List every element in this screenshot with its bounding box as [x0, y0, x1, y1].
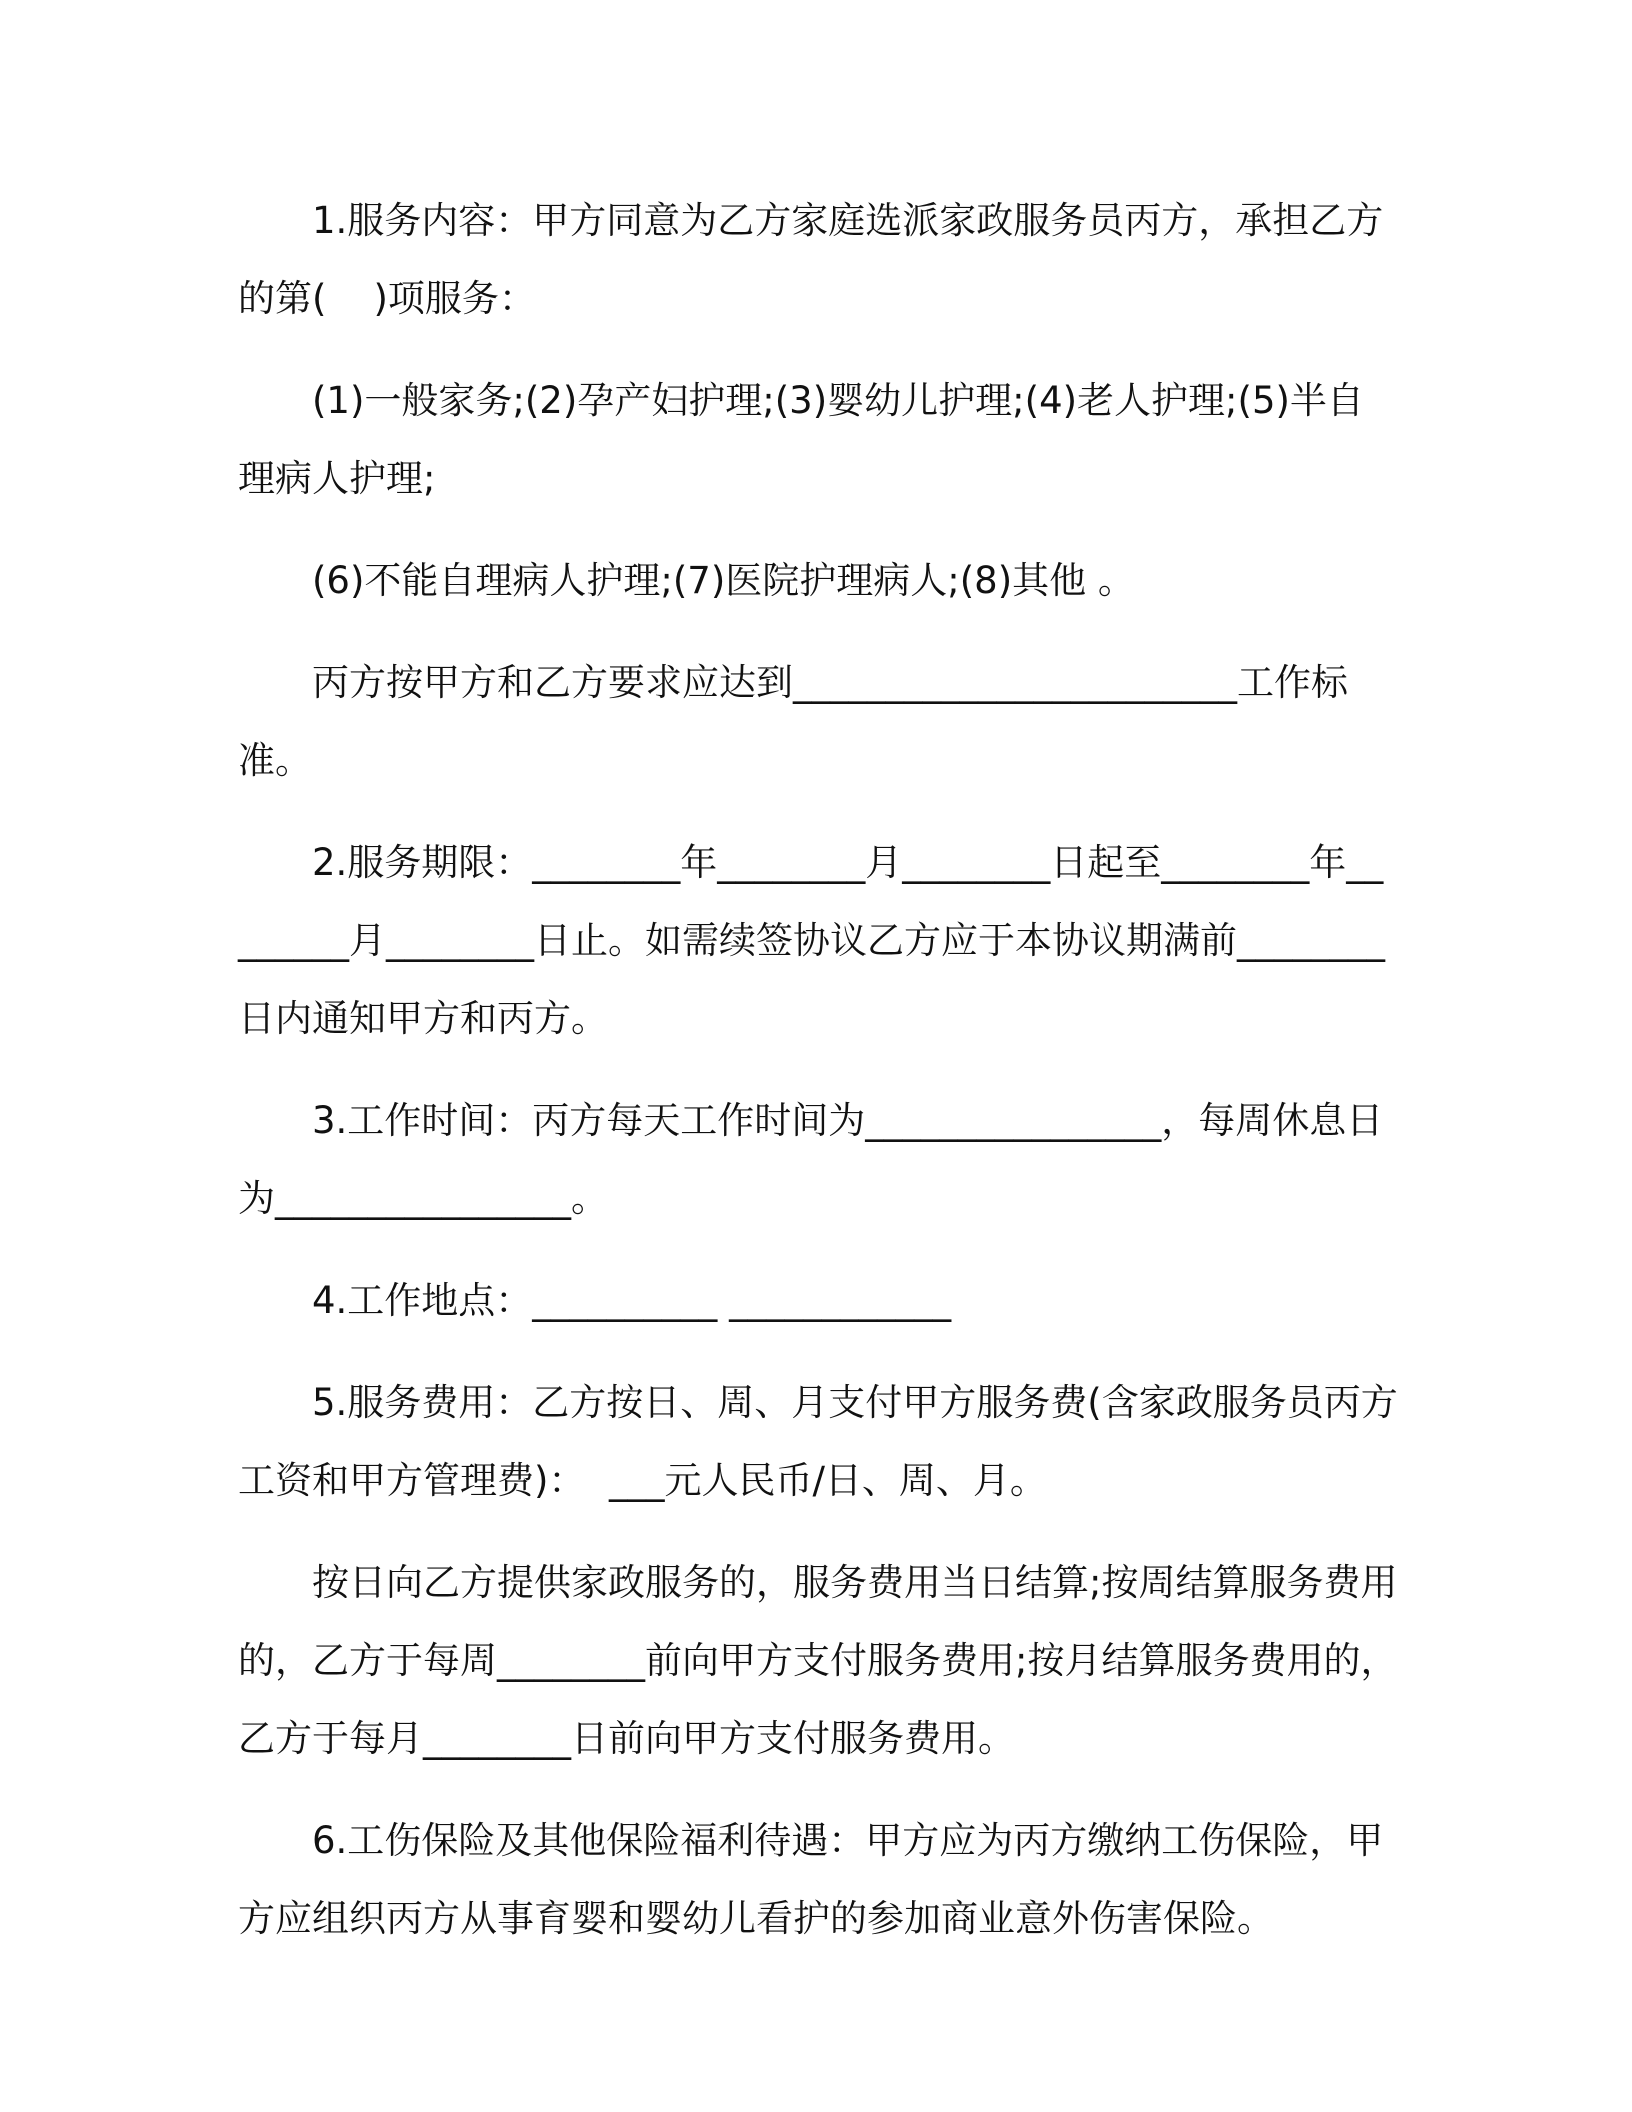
clause-5-service-fee: 5.服务费用：乙方按日、周、月支付甲方服务费(含家政服务员丙方工资和甲方管理费)： ___元人民币/日、周、月。	[238, 1381, 1398, 1502]
service-items-list-a: (1)一般家务;(2)孕产妇护理;(3)婴幼儿护理;(4)老人护理;(5)半自理病人护理;	[238, 379, 1364, 500]
clause-3-working-hours: 3.工作时间：丙方每天工作时间为________________，每周休息日为________________。	[238, 1099, 1384, 1220]
document-body	[238, 182, 1398, 1982]
service-items-list-b: (6)不能自理病人护理;(7)医院护理病人;(8)其他 。	[312, 559, 1135, 602]
work-standard-clause: 丙方按甲方和乙方要求应达到________________________工作标准。	[238, 661, 1348, 782]
clause-6-insurance: 6.工伤保险及其他保险福利待遇：甲方应为丙方缴纳工伤保险，甲方应组织丙方从事育婴和婴幼儿看护的参加商业意外伤害保险。	[238, 1819, 1384, 1940]
clause-2-service-term: 2.服务期限：________年________月________日起至________年________月________日止。如需续签协议乙方应于本协议期满前________日内通知甲方和丙方。	[238, 841, 1385, 1040]
clause-1-service-content: 1.服务内容：甲方同意为乙方家庭选派家政服务员丙方，承担乙方的第( )项服务：	[238, 199, 1384, 320]
clause-4-work-location: 4.工作地点：__________ ____________	[312, 1279, 952, 1322]
fee-settlement-clause: 按日向乙方提供家政服务的，服务费用当日结算;按周结算服务费用的，乙方于每周________前向甲方支付服务费用;按月结算服务费用的，乙方于每月________日前向甲方支付服务费用。	[238, 1561, 1398, 1760]
